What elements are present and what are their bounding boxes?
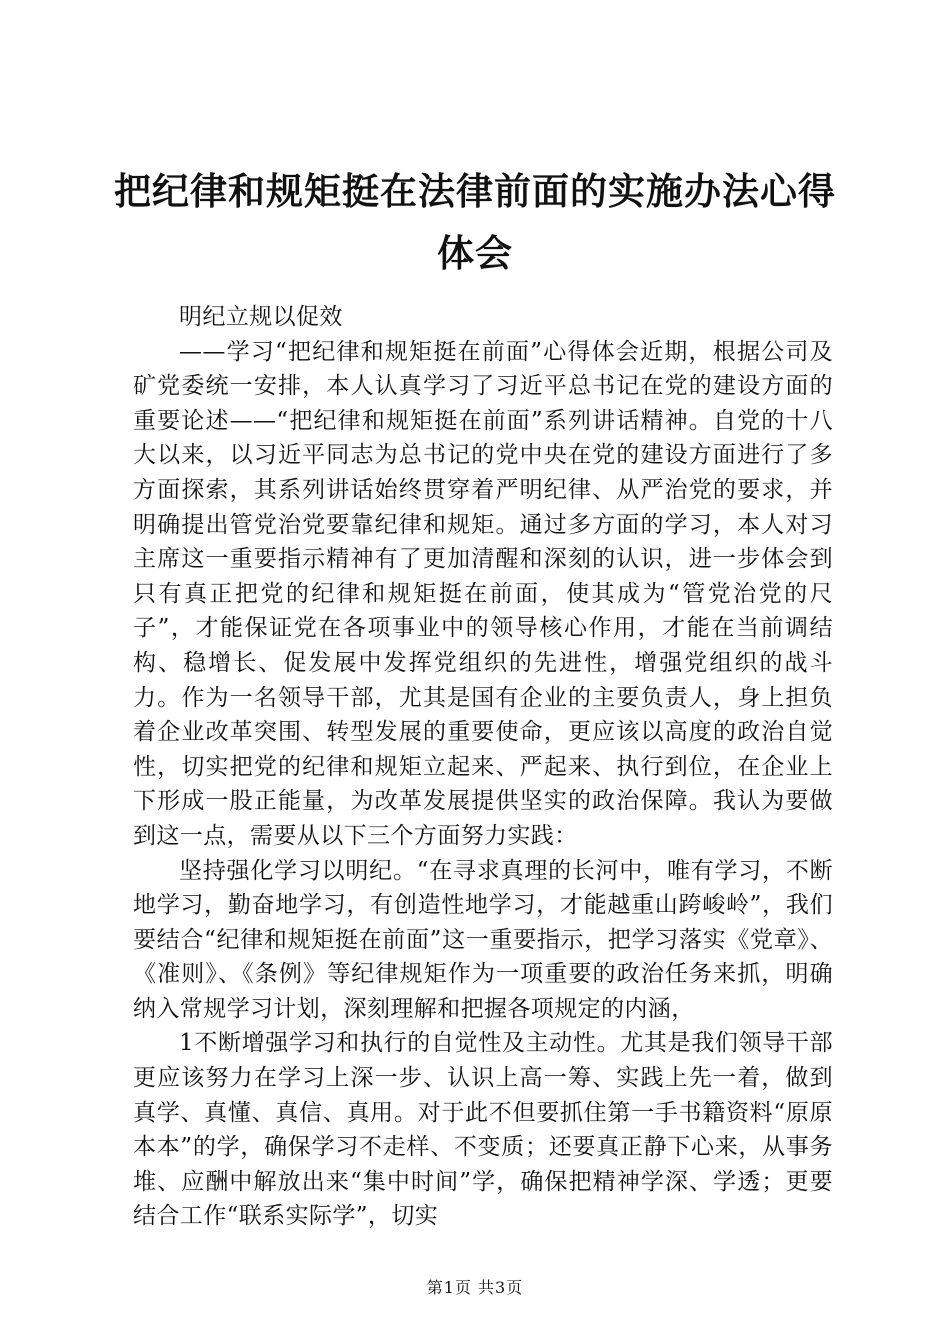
document-body (133, 300, 833, 1234)
document-title: 把纪律和规矩挺在法律前面的实施办法心得体会 (114, 169, 836, 275)
paragraph-subtitle: 明纪立规以促效 (179, 304, 343, 330)
paragraph-study: 坚持强化学习以明纪。“在寻求真理的长河中，唯有学习，不断地学习，勤奋地学习，有创造性地学习，才能越重山跨峻岭”，我们要结合“纪律和规矩挺在前面”这一重要指示，把学习落实《党章》、《准则》、《条例》等纪律规矩作为一项重要的政治任务来抓，明确纳入常规学习计划，深刻理解和把握各项规定的内涵， (133, 857, 833, 1022)
paragraph-point-one: 1不断增强学习和执行的自觉性及主动性。尤其是我们领导干部更应该努力在学习上深一步、认识上高一筹、实践上先一着，做到真学、真懂、真信、真用。对于此不但要抓住第一手书籍资料“原原本本”的学，确保学习不走样、不变质；还要真正静下心来，从事务堆、应酬中解放出来“集中时间”学，确保把精神学深、学透；更要结合工作“联系实际学”，切实 (133, 1030, 833, 1230)
paragraph-intro: ——学习“把纪律和规矩挺在前面”心得体会近期，根据公司及矿党委统一安排，本人认真学习了习近平总书记在党的建设方面的重要论述——“把纪律和规矩挺在前面”系列讲话精神。自党的十八大以来，以习近平同志为总书记的党中央在党的建设方面进行了多方面探索，其系列讲话始终贯穿着严明纪律、从严治党的要求，并明确提出管党治党要靠纪律和规矩。通过多方面的学习，本人对习主席这一重要指示精神有了更加清醒和深刻的认识，进一步体会到只有真正把党的纪律和规矩挺在前面，使其成为“管党治党的尺子”，才能保证党在各项事业中的领导核心作用，才能在当前调结构、稳增长、促发展中发挥党组织的先进性，增强党组织的战斗力。作为一名领导干部，尤其是国有企业的主要负责人，身上担负着企业改革突围、转型发展的重要使命，更应该以高度的政治自觉性，切实把党的纪律和规矩立起来、严起来、执行到位，在企业上下形成一股正能量，为改革发展提供坚实的政治保障。我认为要做到这一点，需要从以下三个方面努力实践： (133, 338, 833, 849)
page-number-footer: 第1页 共3页 (426, 1278, 524, 1297)
